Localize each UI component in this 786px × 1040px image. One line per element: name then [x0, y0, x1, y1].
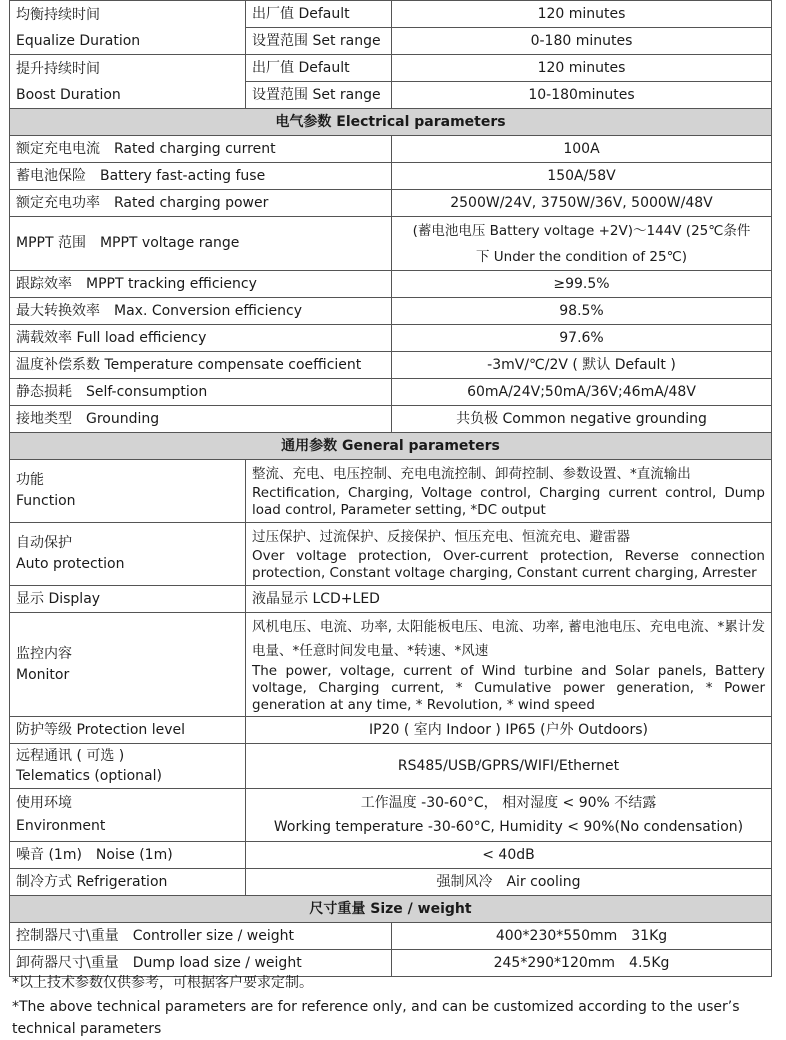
table-row	[10, 190, 772, 217]
table-row	[10, 717, 772, 744]
function-label	[10, 460, 246, 523]
grounding-label: 接地类型 Grounding	[10, 406, 392, 433]
boost-range-value: 10-180minutes	[392, 82, 772, 109]
mppt-range-value	[392, 217, 772, 271]
conversion-eff-label: 最大转换效率 Max. Conversion efficiency	[10, 298, 392, 325]
table-row	[10, 136, 772, 163]
section-row	[10, 433, 772, 460]
environment-value-line1: 工作温度 -30-60°C， 相对湿度 < 90% 不结露	[360, 795, 657, 811]
protection-level-value: IP20 ( 室内 Indoor ) IP65 (户外 Outdoors)	[246, 717, 772, 744]
boost-label-zh: 提升持续时间	[16, 60, 100, 77]
table-row	[10, 923, 772, 950]
protection-label-zh: 自动保护	[16, 535, 72, 551]
controller-size-value: 400*230*550mm 31Kg	[392, 923, 772, 950]
table-row	[10, 1, 772, 28]
mppt-range-value-line1: (蓄电池电压 Battery voltage +2V)～144V (25℃条件	[412, 222, 751, 239]
monitor-label-en: Monitor	[16, 666, 70, 683]
environment-value	[246, 789, 772, 842]
controller-size-label: 控制器尺寸\重量 Controller size / weight	[10, 923, 392, 950]
table-row	[10, 379, 772, 406]
boost-default-key: 出厂值 Default	[246, 55, 392, 82]
footnotes	[12, 972, 782, 1040]
temp-coeff-value: -3mV/℃/2V ( 默认 Default )	[392, 352, 772, 379]
boost-range-key: 设置范围 Set range	[246, 82, 392, 109]
boost-label-en: Boost Duration	[16, 86, 121, 103]
rated-power-value: 2500W/24V, 3750W/36V, 5000W/48V	[392, 190, 772, 217]
table-row	[10, 869, 772, 896]
conversion-eff-value: 98.5%	[392, 298, 772, 325]
self-consumption-value: 60mA/24V;50mA/36V;46mA/48V	[392, 379, 772, 406]
table-row	[10, 789, 772, 842]
dump-load-size-label: 卸荷器尺寸\重量 Dump load size / weight	[10, 950, 392, 977]
boost-default-value: 120 minutes	[392, 55, 772, 82]
protection-level-label: 防护等级 Protection level	[10, 717, 246, 744]
telematics-label	[10, 744, 246, 789]
mppt-range-value-line2: 下 Under the condition of 25℃)	[475, 248, 687, 265]
refrigeration-label: 制冷方式 Refrigeration	[10, 869, 246, 896]
equalize-label-en: Equalize Duration	[16, 32, 141, 49]
table-row	[10, 352, 772, 379]
self-consumption-label: 静态损耗 Self-consumption	[10, 379, 392, 406]
function-label-zh: 功能	[16, 472, 44, 488]
display-value: 液晶显示 LCD+LED	[246, 586, 772, 613]
function-value	[246, 460, 772, 523]
table-row	[10, 523, 772, 586]
general-header: 通用参数 General parameters	[10, 433, 772, 460]
rated-current-value: 100A	[392, 136, 772, 163]
full-load-eff-value: 97.6%	[392, 325, 772, 352]
protection-value-zh: 过压保护、过流保护、反接保护、恒压充电、恒流充电、避雷器	[252, 528, 630, 545]
monitor-value-en: The power, voltage, current of Wind turbine and Solar panels, Battery voltage, Charging current, * Cumulative power generation, * Power generation at any time, * Revolution, * wind speed	[252, 663, 765, 713]
refrigeration-value: 强制风冷 Air cooling	[246, 869, 772, 896]
function-value-en: Rectification, Charging, Voltage control, Charging current control, Dump load control, Parameter setting, *DC output	[252, 484, 765, 518]
noise-value: < 40dB	[246, 842, 772, 869]
environment-value-line2: Working temperature -30-60°C, Humidity < 90%(No condensation)	[273, 819, 744, 835]
table-row	[10, 406, 772, 433]
protection-value	[246, 523, 772, 586]
table-row	[10, 460, 772, 523]
size-header: 尺寸重量 Size / weight	[10, 896, 772, 923]
dump-load-size-value: 245*290*120mm 4.5Kg	[392, 950, 772, 977]
mppt-range-label: MPPT 范围 MPPT voltage range	[10, 217, 392, 271]
monitor-label	[10, 613, 246, 717]
noise-label: 噪音 (1m) Noise (1m)	[10, 842, 246, 869]
temp-coeff-label: 温度补偿系数 Temperature compensate coefficient	[10, 352, 392, 379]
equalize-label-zh: 均衡持续时间	[16, 6, 100, 23]
protection-value-en: Over voltage protection, Over-current protection, Reverse connection protection, Constant voltage charging, Constant current charging, Arrester	[252, 547, 765, 581]
telematics-label-zh: 远程通讯 ( 可选 )	[16, 748, 125, 764]
table-row	[10, 217, 772, 271]
electrical-header: 电气参数 Electrical parameters	[10, 109, 772, 136]
equalize-range-value: 0-180 minutes	[392, 28, 772, 55]
footnote-en: *The above technical parameters are for reference only, and can be customized according to the user’s technical parameters	[12, 999, 740, 1037]
function-value-zh: 整流、充电、电压控制、充电电流控制、卸荷控制、参数设置、*直流输出	[252, 465, 691, 482]
environment-label	[10, 789, 246, 842]
table-row	[10, 613, 772, 717]
monitor-value	[246, 613, 772, 717]
telematics-value: RS485/USB/GPRS/WIFI/Ethernet	[246, 744, 772, 789]
function-label-en: Function	[16, 493, 76, 509]
monitor-value-zh: 风机电压、电流、功率, 太阳能板电压、电流、功率, 蓄电池电压、充电电流、*累计发电量、*任意时间发电量、*转速、*风速	[252, 619, 765, 659]
environment-label-zh: 使用环境	[16, 795, 72, 811]
tracking-eff-value: ≥99.5%	[392, 271, 772, 298]
table-row	[10, 842, 772, 869]
equalize-range-key: 设置范围 Set range	[246, 28, 392, 55]
protection-label-en: Auto protection	[16, 556, 125, 572]
protection-label	[10, 523, 246, 586]
full-load-eff-label: 满载效率 Full load efficiency	[10, 325, 392, 352]
equalize-default-key: 出厂值 Default	[246, 1, 392, 28]
telematics-label-en: Telematics (optional)	[16, 768, 162, 784]
equalize-default-value: 120 minutes	[392, 1, 772, 28]
table-row	[10, 55, 772, 82]
table-row	[10, 744, 772, 789]
rated-power-label: 额定充电功率 Rated charging power	[10, 190, 392, 217]
table-row	[10, 325, 772, 352]
equalize-label	[10, 1, 246, 55]
footnote-zh: *以上技术参数仅供参考，可根据客户要求定制。	[12, 975, 313, 991]
table-row	[10, 163, 772, 190]
fuse-label: 蓄电池保险 Battery fast-acting fuse	[10, 163, 392, 190]
environment-label-en: Environment	[16, 818, 106, 834]
rated-current-label: 额定充电电流 Rated charging current	[10, 136, 392, 163]
section-row	[10, 896, 772, 923]
display-label: 显示 Display	[10, 586, 246, 613]
table-row	[10, 271, 772, 298]
fuse-value: 150A/58V	[392, 163, 772, 190]
boost-label	[10, 55, 246, 109]
table-row	[10, 298, 772, 325]
section-row	[10, 109, 772, 136]
spec-table	[9, 0, 772, 977]
table-row	[10, 586, 772, 613]
monitor-label-zh: 监控内容	[16, 645, 72, 662]
grounding-value: 共负极 Common negative grounding	[392, 406, 772, 433]
tracking-eff-label: 跟踪效率 MPPT tracking efficiency	[10, 271, 392, 298]
